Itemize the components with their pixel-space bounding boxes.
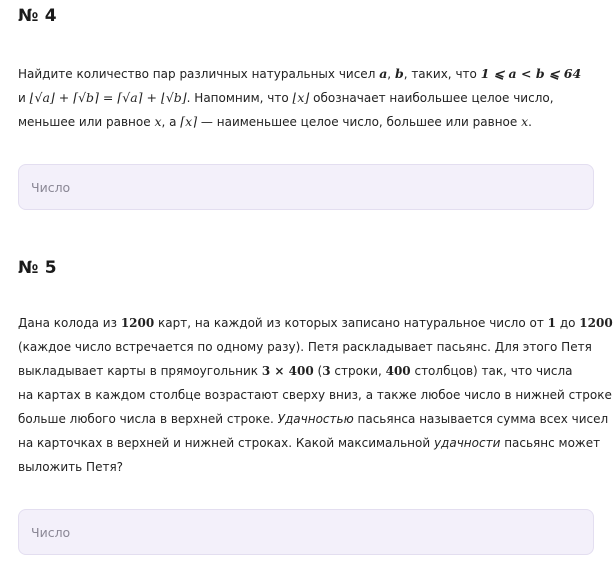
problem-4-statement: Найдите количество пар различных натуральных чисел a, b, таких, что 1 ⩽ a < b ⩽ 64 и ⌊√a⌋ + ⌈√b⌉ = ⌈√a⌉ + ⌊√b⌋. Напомним, что ⌊x⌋ обозначает наибольшее целое число, меньшее или равное x, а ⌈x⌉ — наименьшее целое число, большее или равное x. [18, 66, 582, 129]
problem-4 [18, 6, 592, 210]
answer-input-5[interactable] [18, 509, 594, 555]
problem-5-statement: Дана колода из 1200 карт, на каждой из которых записано натуральное число от 1 до 1200 (каждое число встречается по одному разу). Петя раскладывает пасьянс. Для этого Петя выкладывает карты в прямоугольник 3 × 400 (3 строки, 400 столбцов) так, что числа на картах в каждом столбце возрастают сверху вниз, а также любое число в нижней строке больше любого числа в верхней строке. Удачностью пасьянса называется сумма всех чисел на карточках в верхней и нижней строках. Какой максимальной удачности пасьянс может выложить Петя? [18, 316, 613, 474]
problem-5-title: № 5 [18, 258, 57, 278]
inequality: 1 ⩽ a < b ⩽ 64 [480, 66, 582, 81]
problem-5 [18, 258, 613, 555]
problem-4-title: № 4 [18, 6, 57, 26]
formula: ⌊√a⌋ + ⌈√b⌉ = ⌈√a⌉ + ⌊√b⌋ [29, 90, 187, 105]
answer-input-4[interactable] [18, 164, 594, 210]
